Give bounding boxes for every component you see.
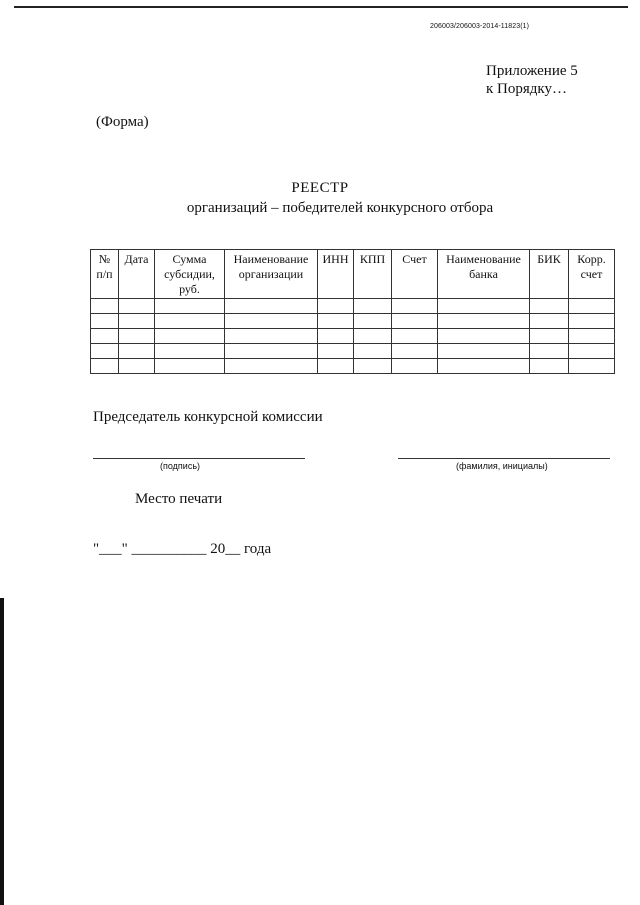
column-header [225,250,318,299]
table-cell [569,314,615,329]
column-header-line: Наименование [446,252,521,266]
table-cell [155,344,225,359]
table-cell [119,359,155,374]
table-cell [530,314,569,329]
table-cell [225,299,318,314]
date-line: "___" __________ 20__ года [93,541,272,557]
column-header-line: счет [580,267,603,281]
table-header-row [91,250,615,299]
table-cell [569,359,615,374]
column-header [569,250,615,299]
table-cell [91,344,119,359]
table-cell [392,359,438,374]
table-cell [318,359,354,374]
column-header-line: п/п [96,267,113,281]
table-cell [392,329,438,344]
table-cell [438,359,530,374]
appendix-line-2: к Порядку… [486,81,567,97]
column-header-line: Сумма [172,252,207,266]
table-cell [225,329,318,344]
signature-line [93,458,305,459]
table-cell [438,314,530,329]
table-cell [119,344,155,359]
column-header [318,250,354,299]
table-cell [318,314,354,329]
column-header [119,250,155,299]
table-cell [354,314,392,329]
registry-table [90,249,615,374]
table-cell [155,329,225,344]
table-cell [569,299,615,314]
table-cell [530,329,569,344]
column-header-line: БИК [537,252,561,266]
signature-caption: (подпись) [160,461,201,471]
table-cell [392,314,438,329]
table-cell [91,329,119,344]
top-border-line [14,6,628,8]
form-label: (Форма) [96,114,149,130]
column-header-line: банка [469,267,498,281]
appendix-line-1: Приложение 5 [486,63,578,79]
table-cell [530,359,569,374]
document-id: 206003/206003-2014-11823(1) [430,23,530,30]
table-cell [354,329,392,344]
document-title: РЕЕСТР [291,180,349,196]
table-row [91,299,615,314]
table-cell [155,299,225,314]
table-cell [438,329,530,344]
column-header-line: Наименование [233,252,309,266]
column-header-line: субсидии, [164,267,215,281]
table-row [91,329,615,344]
table-row [91,344,615,359]
name-caption: (фамилия, инициалы) [456,461,548,471]
table-cell [225,359,318,374]
table-cell [119,299,155,314]
document-subtitle: организаций – победителей конкурсного отбора [186,200,494,216]
table-cell [354,344,392,359]
table-cell [119,314,155,329]
table-cell [91,359,119,374]
table-row [91,314,615,329]
table-cell [155,314,225,329]
table-cell [438,344,530,359]
table-cell [91,314,119,329]
column-header-line: руб. [179,282,200,296]
column-header-line: Дата [124,252,149,266]
table-cell [354,359,392,374]
table-cell [392,344,438,359]
column-header-line: Корр. [577,252,606,266]
table-cell [438,299,530,314]
column-header [354,250,392,299]
table-cell [354,299,392,314]
table-cell [318,299,354,314]
table-cell [318,329,354,344]
column-header [530,250,569,299]
column-header-line: ИНН [322,252,349,266]
column-header [438,250,530,299]
table-cell [155,359,225,374]
table-row [91,359,615,374]
column-header [392,250,438,299]
table-cell [225,314,318,329]
table-cell [119,329,155,344]
name-line [398,458,610,459]
column-header-line: организации [238,267,304,281]
column-header-line: КПП [359,252,386,266]
column-header [91,250,119,299]
column-header-line: Счет [402,252,427,266]
chairman-label: Председатель конкурсной комиссии [93,409,323,425]
table-cell [318,344,354,359]
table-cell [569,344,615,359]
appendix-note [486,62,578,98]
table-cell [530,344,569,359]
scan-margin-bar [0,598,4,905]
table-cell [530,299,569,314]
table-cell [225,344,318,359]
column-header-line: № [98,252,111,266]
table-cell [392,299,438,314]
stamp-place-label: Место печати [135,491,223,507]
column-header [155,250,225,299]
table-body [91,299,615,374]
table-cell [569,329,615,344]
table-cell [91,299,119,314]
